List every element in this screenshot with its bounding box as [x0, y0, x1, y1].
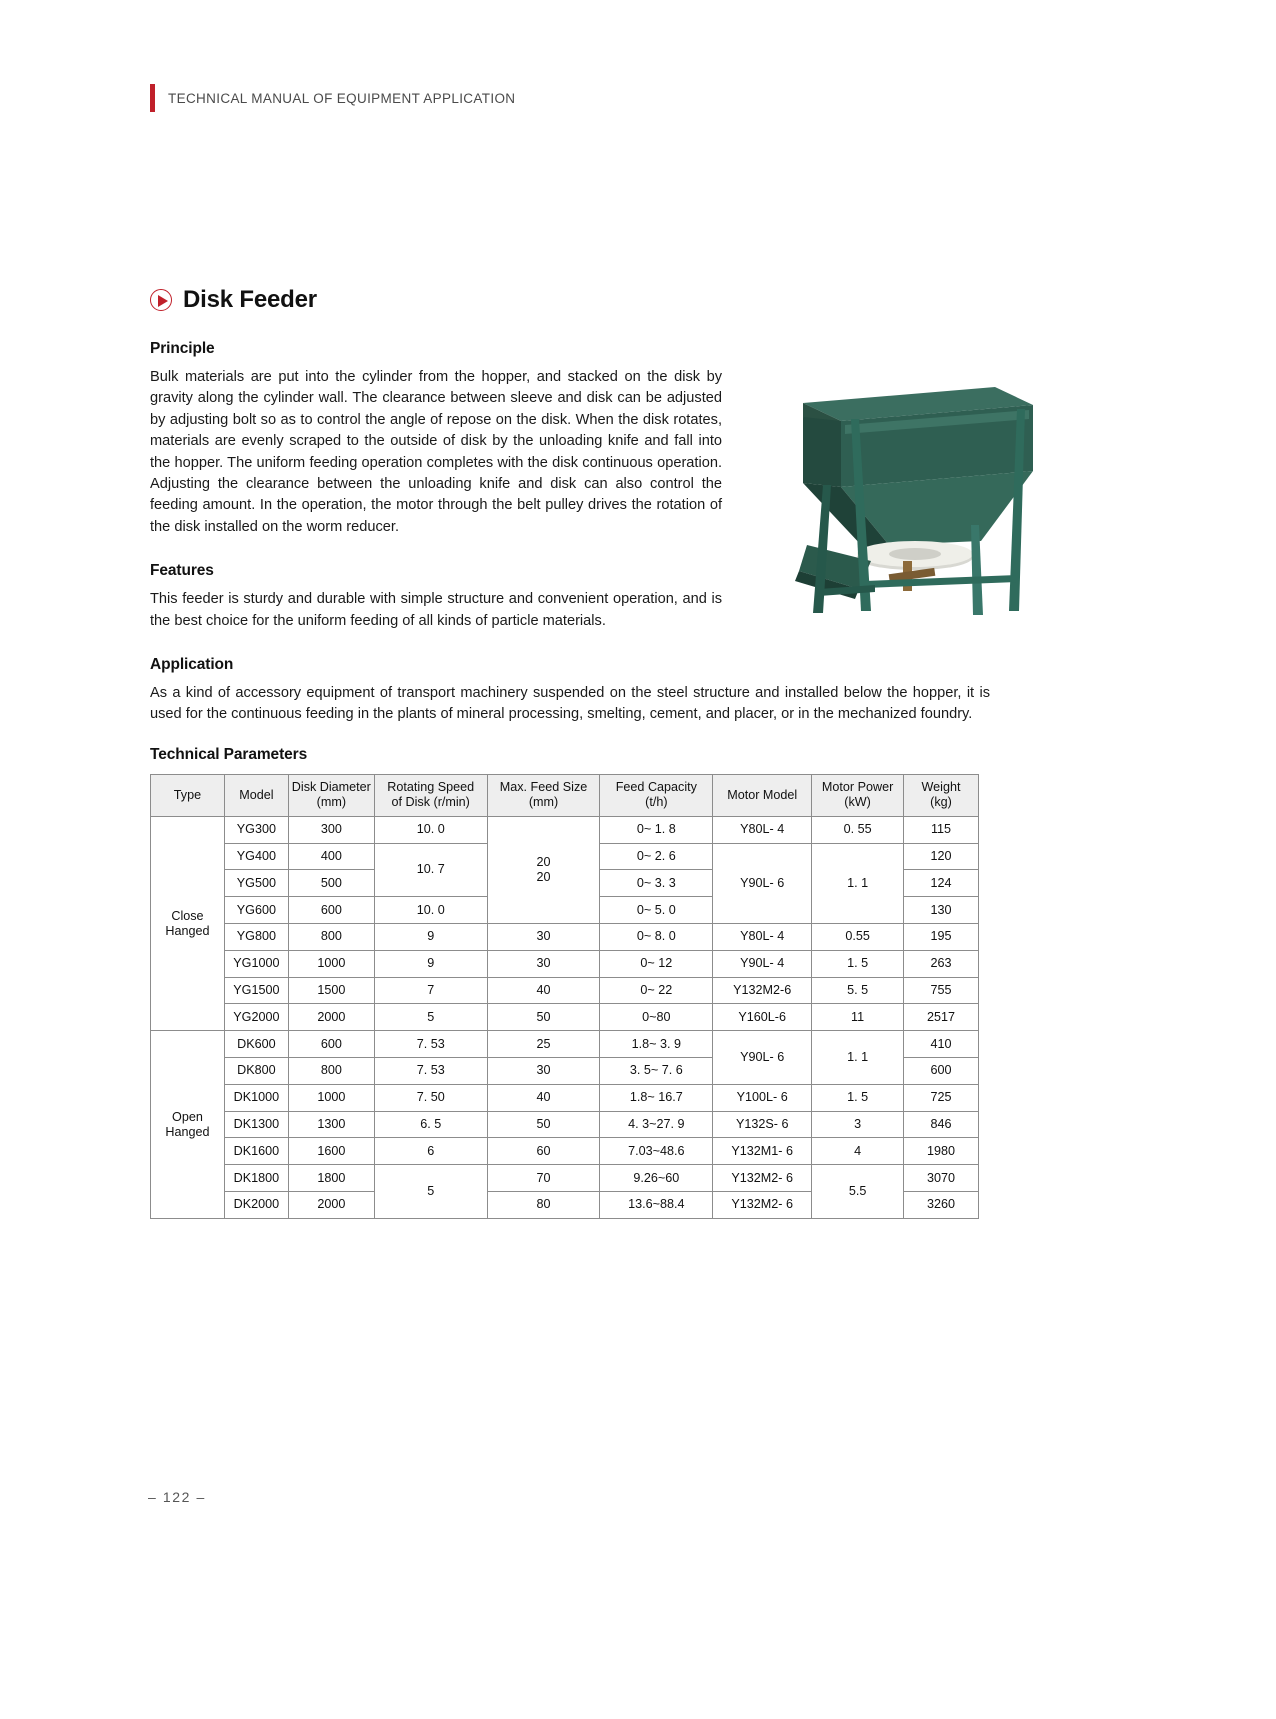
table-row — [151, 1165, 979, 1192]
cell-speed: 7. 50 — [374, 1084, 487, 1111]
cell-model: DK1800 — [224, 1165, 288, 1192]
group-label-l2: Hanged — [165, 1124, 210, 1139]
col-cap-l1: Feed Capacity — [615, 780, 697, 795]
application-text: As a kind of accessory equipment of transport machinery suspended on the steel structure and installed below the hopper, it is used for the continuous feeding in the plants of mineral processing, smelting, cement, and placer, or in the mechanized foundry. — [150, 685, 990, 723]
column-header-max-feed-size — [487, 774, 600, 816]
cell-capacity: 0~ 8. 0 — [600, 924, 713, 951]
cell-feed-size: 80 — [487, 1192, 600, 1219]
cell-capacity: 9.26~60 — [600, 1165, 713, 1192]
table-row — [151, 1084, 979, 1111]
col-dia-l2: (mm) — [316, 795, 347, 810]
cell-model: DK1600 — [224, 1138, 288, 1165]
cell-weight: 600 — [904, 1058, 979, 1085]
cell-capacity: 0~ 2. 6 — [600, 843, 713, 870]
cell-feed-size: 30 — [487, 950, 600, 977]
cell-capacity: 0~ 22 — [600, 977, 713, 1004]
cell-weight: 115 — [904, 816, 979, 843]
application-heading: Application — [150, 656, 234, 674]
column-header-disk-diameter — [288, 774, 374, 816]
cell-model: YG600 — [224, 897, 288, 924]
cell-motor: Y132M2- 6 — [713, 1192, 812, 1219]
col-power-l2: (kW) — [844, 795, 871, 810]
cell-feed-size: 60 — [487, 1138, 600, 1165]
cell-weight: 120 — [904, 843, 979, 870]
cell-speed-merged: 5 — [374, 1165, 487, 1219]
table-body — [151, 816, 979, 1218]
table-row — [151, 950, 979, 977]
table-row — [151, 1004, 979, 1031]
col-type-l1: Type — [173, 787, 202, 802]
cell-feed-size: 25 — [487, 1031, 600, 1058]
group-label-l2: Hanged — [165, 923, 210, 938]
cell-speed: 7. 53 — [374, 1031, 487, 1058]
col-dia-l1: Disk Diameter — [291, 780, 371, 795]
cell-capacity: 7.03~48.6 — [600, 1138, 713, 1165]
cell-diameter: 1800 — [288, 1165, 374, 1192]
col-weight-l2: (kg) — [930, 795, 952, 810]
cell-weight: 263 — [904, 950, 979, 977]
cell-model: DK800 — [224, 1058, 288, 1085]
table-row — [151, 1031, 979, 1058]
cell-feed-size: 30 — [487, 924, 600, 951]
table-row — [151, 1111, 979, 1138]
cell-motor: Y160L-6 — [713, 1004, 812, 1031]
section-title-row — [150, 286, 1125, 314]
cell-diameter: 400 — [288, 843, 374, 870]
cell-diameter: 2000 — [288, 1004, 374, 1031]
cell-feed-size: 50 — [487, 1111, 600, 1138]
cell-weight: 124 — [904, 870, 979, 897]
running-header-title: TECHNICAL MANUAL OF EQUIPMENT APPLICATION — [168, 90, 516, 106]
cell-speed: 9 — [374, 950, 487, 977]
cell-speed: 9 — [374, 924, 487, 951]
cell-motor-merged: Y90L- 6 — [713, 843, 812, 923]
cell-capacity: 1.8~ 16.7 — [600, 1084, 713, 1111]
cell-model: DK1300 — [224, 1111, 288, 1138]
cell-power: 5. 5 — [812, 977, 904, 1004]
cell-power: 0. 55 — [812, 816, 904, 843]
circled-arrow-icon — [150, 289, 172, 311]
cell-capacity: 0~ 12 — [600, 950, 713, 977]
table-header-row — [151, 774, 979, 816]
cell-model: YG300 — [224, 816, 288, 843]
cell-model: YG1000 — [224, 950, 288, 977]
feed-size-line-2: 20 — [536, 869, 551, 884]
column-header-weight — [904, 774, 979, 816]
cell-capacity: 4. 3~27. 9 — [600, 1111, 713, 1138]
features-heading: Features — [150, 562, 214, 580]
cell-model: YG500 — [224, 870, 288, 897]
group-label-l1: Open — [172, 1109, 203, 1124]
col-motor-l1: Motor Model — [727, 787, 798, 802]
cell-diameter: 2000 — [288, 1192, 374, 1219]
cell-feed-size: 30 — [487, 1058, 600, 1085]
cell-speed: 7. 53 — [374, 1058, 487, 1085]
cell-model: DK2000 — [224, 1192, 288, 1219]
cell-diameter: 600 — [288, 897, 374, 924]
cell-diameter: 1000 — [288, 950, 374, 977]
column-header-motor-model — [713, 774, 812, 816]
table-header — [151, 774, 979, 816]
group-label-l1: Close — [171, 908, 204, 923]
cell-weight: 2517 — [904, 1004, 979, 1031]
col-feed-l1: Max. Feed Size — [499, 780, 588, 795]
principle-heading: Principle — [150, 340, 215, 357]
table-row — [151, 1138, 979, 1165]
cell-weight: 725 — [904, 1084, 979, 1111]
cell-feed-size: 40 — [487, 1084, 600, 1111]
cell-capacity: 0~ 5. 0 — [600, 897, 713, 924]
cell-diameter: 1500 — [288, 977, 374, 1004]
cell-speed: 5 — [374, 1004, 487, 1031]
spacer — [150, 538, 1125, 562]
cell-capacity: 3. 5~ 7. 6 — [600, 1058, 713, 1085]
cell-weight: 195 — [904, 924, 979, 951]
cell-diameter: 300 — [288, 816, 374, 843]
cell-power: 3 — [812, 1111, 904, 1138]
cell-diameter: 800 — [288, 924, 374, 951]
cell-power: 11 — [812, 1004, 904, 1031]
cell-motor: Y132S- 6 — [713, 1111, 812, 1138]
table-row — [151, 816, 979, 843]
cell-diameter: 500 — [288, 870, 374, 897]
cell-power-merged: 1. 1 — [812, 1031, 904, 1085]
cell-feed-size: 50 — [487, 1004, 600, 1031]
features-text: This feeder is sturdy and durable with simple structure and convenient operation, and is the best choice for the uniform feeding of all kinds of particle materials. — [150, 591, 722, 629]
cell-power: 1. 5 — [812, 1084, 904, 1111]
cell-power-merged: 5.5 — [812, 1165, 904, 1219]
cell-speed-merged: 10. 7 — [374, 843, 487, 897]
cell-weight: 410 — [904, 1031, 979, 1058]
cell-motor: Y90L- 4 — [713, 950, 812, 977]
running-header — [150, 84, 515, 112]
cell-power: 4 — [812, 1138, 904, 1165]
col-power-l1: Motor Power — [821, 780, 894, 795]
col-cap-l2: (t/h) — [645, 795, 668, 810]
cell-speed: 10. 0 — [374, 897, 487, 924]
row-group-open-hanged — [151, 1031, 225, 1219]
cell-motor: Y100L- 6 — [713, 1084, 812, 1111]
cell-capacity: 1.8~ 3. 9 — [600, 1031, 713, 1058]
cell-weight: 3070 — [904, 1165, 979, 1192]
column-header-rotating-speed — [374, 774, 487, 816]
cell-model: YG1500 — [224, 977, 288, 1004]
spacer — [150, 726, 1125, 746]
cell-diameter: 600 — [288, 1031, 374, 1058]
principle-text: Bulk materials are put into the cylinder from the hopper, and stacked on the disk by gravity along the cylinder wall. The clearance between sleeve and disk can be adjusted by adjusting bolt so as to control the angle of repose on the disk. When the disk rotates, materials are evenly scraped to the outside of disk by the unloading knife and fall into the hopper. The uniform feeding operation completes with the disk continuous operation. Adjusting the clearance between the unloading knife and disk can also control the feeding amount. In the operation, the motor through the belt pulley drives the rotation of the disk installed on the worm reducer. — [150, 369, 722, 535]
page-title: Disk Feeder — [183, 286, 317, 313]
cell-weight: 755 — [904, 977, 979, 1004]
cell-speed: 7 — [374, 977, 487, 1004]
cell-motor: Y132M2-6 — [713, 977, 812, 1004]
cell-motor: Y132M2- 6 — [713, 1165, 812, 1192]
cell-weight: 846 — [904, 1111, 979, 1138]
technical-parameters-table — [150, 774, 979, 1219]
cell-model: YG2000 — [224, 1004, 288, 1031]
cell-motor-merged: Y90L- 6 — [713, 1031, 812, 1085]
cell-motor: Y132M1- 6 — [713, 1138, 812, 1165]
cell-feed-size-merged — [487, 816, 600, 923]
column-header-model — [224, 774, 288, 816]
cell-motor: Y80L- 4 — [713, 816, 812, 843]
col-model-l1: Model — [239, 787, 274, 802]
cell-model: YG800 — [224, 924, 288, 951]
page-number: – 122 – — [148, 1489, 206, 1505]
page-content — [150, 286, 1125, 1219]
cell-diameter: 1600 — [288, 1138, 374, 1165]
column-header-type — [151, 774, 225, 816]
cell-capacity: 0~80 — [600, 1004, 713, 1031]
cell-capacity: 0~ 3. 3 — [600, 870, 713, 897]
column-header-feed-capacity — [600, 774, 713, 816]
cell-model: DK600 — [224, 1031, 288, 1058]
cell-weight: 3260 — [904, 1192, 979, 1219]
header-accent-rule — [150, 84, 155, 112]
cell-motor: Y80L- 4 — [713, 924, 812, 951]
table-row — [151, 924, 979, 951]
cell-power-merged: 1. 1 — [812, 843, 904, 923]
cell-feed-size: 70 — [487, 1165, 600, 1192]
col-feed-l2: (mm) — [528, 795, 559, 810]
cell-capacity: 13.6~88.4 — [600, 1192, 713, 1219]
cell-weight: 1980 — [904, 1138, 979, 1165]
column-header-motor-power — [812, 774, 904, 816]
feed-size-line-1: 20 — [536, 854, 551, 869]
cell-weight: 130 — [904, 897, 979, 924]
cell-power: 1. 5 — [812, 950, 904, 977]
col-speed-l1: Rotating Speed — [387, 780, 475, 795]
cell-diameter: 1000 — [288, 1084, 374, 1111]
cell-power: 0.55 — [812, 924, 904, 951]
technical-parameters-heading: Technical Parameters — [150, 745, 308, 763]
cell-model: YG400 — [224, 843, 288, 870]
row-group-close-hanged — [151, 816, 225, 1030]
cell-speed: 10. 0 — [374, 816, 487, 843]
cell-model: DK1000 — [224, 1084, 288, 1111]
cell-diameter: 1300 — [288, 1111, 374, 1138]
cell-diameter: 800 — [288, 1058, 374, 1085]
cell-speed: 6. 5 — [374, 1111, 487, 1138]
col-weight-l1: Weight — [921, 780, 961, 795]
cell-capacity: 0~ 1. 8 — [600, 816, 713, 843]
spacer — [150, 632, 1125, 656]
cell-feed-size: 40 — [487, 977, 600, 1004]
col-speed-l2: of Disk (r/min) — [391, 795, 470, 810]
cell-speed: 6 — [374, 1138, 487, 1165]
table-row — [151, 977, 979, 1004]
